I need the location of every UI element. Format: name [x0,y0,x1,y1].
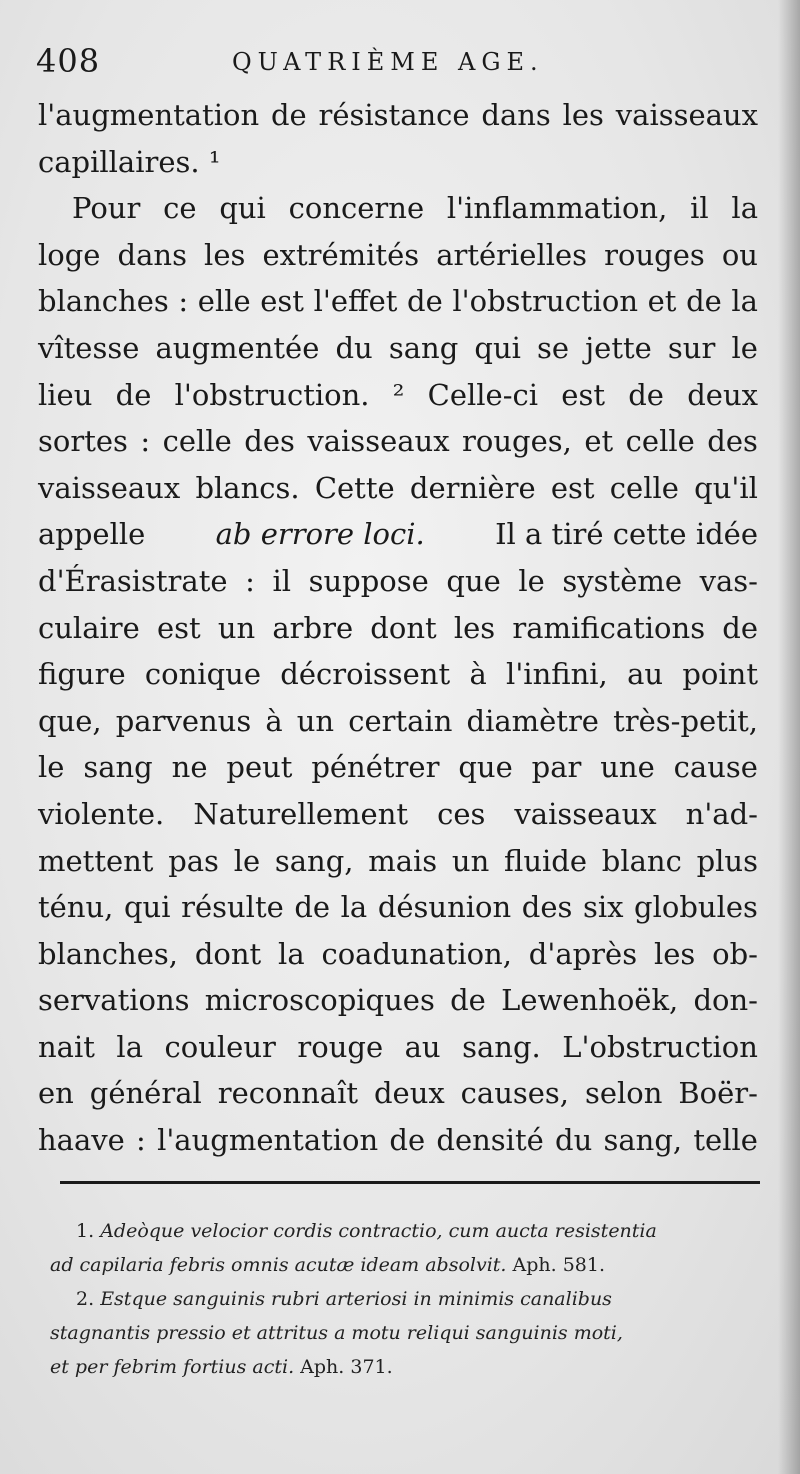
word: pas [168,843,219,878]
word: plus [696,843,758,878]
word: dont [194,936,262,971]
text-line [38,465,758,512]
page-header [36,42,756,86]
text-line [38,278,758,325]
footnote-rule [60,1181,760,1184]
word: arbre [272,610,354,645]
word: microscopiques [204,983,435,1018]
word: un [451,843,490,878]
word: les [653,936,696,971]
word: du [555,1123,593,1158]
word: les [204,237,246,272]
word: des [521,890,573,925]
word: vaisseaux [615,98,758,132]
word: elle [197,284,251,319]
word: pénétrer [311,750,440,785]
word: le [731,330,758,365]
word: rouges, [462,424,572,459]
word: six [582,890,624,925]
word: blanches [38,284,169,319]
word: très-petit, [613,703,758,738]
word: peut [226,750,293,785]
word: ne [171,750,208,785]
word: de [270,98,307,132]
word: : [140,424,151,459]
word: Lewenhoëk, [501,983,679,1018]
word: l'infini, [506,657,608,692]
word: la [731,191,758,226]
word: dont [370,610,437,645]
text-line [38,372,758,419]
word: ce [163,191,197,226]
word: dernière [409,470,536,505]
word: violente. [38,796,165,831]
word: des [244,424,295,459]
word: est [260,284,304,319]
footnote-reference: Aph. 581. [512,1254,606,1276]
word: loge [38,237,101,272]
footnote-2 [50,1282,770,1316]
word: haave [38,1123,125,1158]
word: du [335,330,373,365]
word: augmentée [155,330,320,365]
word: : [178,284,189,319]
word: blanches, [38,936,178,971]
running-head: QUATRIÈME AGE. [232,48,544,76]
word: fluide [504,843,588,878]
word: des [707,424,758,459]
word: général [89,1076,202,1111]
word: artérielles [436,237,588,272]
word: la [278,936,305,971]
word: Cette [314,470,395,505]
word: sang [83,750,153,785]
word: blanc [601,843,682,878]
word: celle [609,470,679,505]
word: sortes [38,424,128,459]
word: Boër- [678,1076,758,1111]
word: se [537,330,570,365]
word: telle [693,1123,758,1158]
word: n'ad- [685,796,758,831]
word: sang, [274,843,354,878]
footnote-2-continued [50,1316,770,1350]
word: mais [368,843,438,878]
word: servations [38,983,190,1018]
text-line [38,651,758,698]
word: de [115,377,152,412]
word: est [156,610,201,645]
word: parvenus [115,703,252,738]
main-text [38,92,758,1164]
word: le [38,750,65,785]
word: lieu [38,377,93,412]
word: ² [392,377,405,412]
text-line [38,884,758,931]
text-line [38,1117,758,1164]
text-line [38,558,758,605]
word: figure [38,657,126,692]
word: un [217,610,256,645]
word: concerne [288,191,425,226]
word: vaisseaux [307,424,450,459]
word: les [562,98,604,132]
word: L'obstruction [562,1029,758,1064]
word: il [690,191,709,226]
word: est [550,470,595,505]
word: vîtesse [38,330,140,365]
word: l'effet [313,284,398,319]
word: ténu, [38,890,114,925]
footnote-1 [50,1214,770,1248]
word: le [518,563,545,598]
text-line [38,931,758,978]
text-line [38,325,758,372]
word: dans [117,237,187,272]
word: par [531,750,582,785]
word: la [340,890,368,925]
text-line [38,185,758,232]
word: et [584,424,614,459]
word: au [404,1029,441,1064]
word: et [647,284,677,319]
word: diamètre [466,703,599,738]
word: est [561,377,605,412]
word: au [627,657,664,692]
word: nait [38,1029,95,1064]
word: causes, [460,1076,570,1111]
text-line [38,698,758,745]
word: celle [162,424,232,459]
word: l'augmentation [157,1123,379,1158]
word: la [116,1029,143,1064]
word: il [272,563,292,598]
word: suppose [308,563,429,598]
word: les [453,610,496,645]
word: l'obstruction. [174,377,370,412]
word: sang [388,330,459,365]
word: résulte [181,890,284,925]
text-line [38,977,758,1024]
text-line-mixed [38,511,758,558]
page-edge-shadow [778,0,800,1474]
word: que [458,750,513,785]
word: de [389,1123,426,1158]
footnote-text: stagnantis pressio et attritus a motu reliqui sanguinis moti, [50,1322,623,1344]
word: l'obstruction [452,284,639,319]
word: de [722,610,758,645]
text-line: capillaires. ¹ [38,144,221,179]
word: rouges [604,237,705,272]
word: point [682,657,758,692]
word: mettent [38,843,154,878]
footnote-reference: Aph. 371. [300,1356,393,1378]
text-line [38,605,758,652]
word: sur [667,330,716,365]
word: blancs. [195,470,300,505]
word: que [446,563,501,598]
word: résistance [318,98,470,132]
word: ou [721,237,758,272]
footnote-text: Adeòque velocior cordis contractio, cum aucta resistentia [100,1220,657,1242]
word: qu'il [694,470,758,505]
word: densité [436,1123,544,1158]
word: celle [625,424,695,459]
page-number: 408 [36,42,101,80]
word: le [233,843,261,878]
word: Pour [72,191,141,226]
text-line [38,92,758,139]
footnote-text: et per febrim fortius acti. [50,1356,295,1378]
word: sang, [603,1123,683,1158]
footnote-number: 2. [76,1288,95,1310]
word: désunion [377,890,512,925]
word: coadunation, [321,936,512,971]
footnote-text: ad capilaria febris omnis acutæ ideam absolvit. [50,1254,507,1276]
word: rouge [297,1029,384,1064]
word: reconnaît [217,1076,359,1111]
text-line [38,418,758,465]
word: une [600,750,655,785]
word: dans [481,98,551,132]
word: deux [687,377,758,412]
word: que, [38,703,102,738]
word: jette [585,330,652,365]
word: ces [437,796,486,831]
word: d'Érasistrate [38,563,228,598]
text-line [38,838,758,885]
italic-phrase: ab errore loci. [215,517,425,552]
word: ob- [712,936,758,971]
word: globules [634,890,758,925]
footnote-text: Estque sanguinis rubri arteriosi in minimis canalibus [100,1288,612,1310]
word: don- [693,983,758,1018]
word: culaire [38,610,140,645]
word: selon [584,1076,663,1111]
footnote-1-continued [50,1248,770,1282]
word: l'augmentation [38,98,260,132]
word: de [407,284,443,319]
word: Naturellement [193,796,409,831]
word: vas- [699,563,758,598]
word: Celle-ci [427,377,539,412]
word: la [731,284,758,319]
word: couleur [164,1029,276,1064]
text-line [38,744,758,791]
word: vaisseaux [514,796,657,831]
text-line [38,1024,758,1071]
text-fragment: Il a tiré cette idée [495,517,758,552]
footnote-2-continued [50,1350,770,1384]
word: : [136,1123,146,1158]
word: extrémités [262,237,420,272]
word: système [562,563,683,598]
text-fragment: appelle [38,517,146,552]
word: qui [474,330,521,365]
word: qui [123,890,171,925]
word: certain [348,703,453,738]
text-line [38,232,758,279]
word: à [469,657,487,692]
footnotes [50,1214,770,1384]
word: conique [144,657,261,692]
word: de [686,284,722,319]
word: sang. [462,1029,541,1064]
word: cause [673,750,758,785]
word: ramifications [512,610,706,645]
word: deux [373,1076,445,1111]
text-line [38,1070,758,1117]
word: de [450,983,486,1018]
footnote-number: 1. [76,1220,95,1242]
word: d'après [528,936,638,971]
word: en [38,1076,74,1111]
word: de [294,890,331,925]
word: vaisseaux [38,470,181,505]
word: de [628,377,664,412]
word: à [265,703,283,738]
word: qui [219,191,266,226]
word: l'inflammation, [446,191,668,226]
word: un [296,703,335,738]
text-line [38,791,758,838]
word: : [245,563,255,598]
word: décroissent [280,657,451,692]
